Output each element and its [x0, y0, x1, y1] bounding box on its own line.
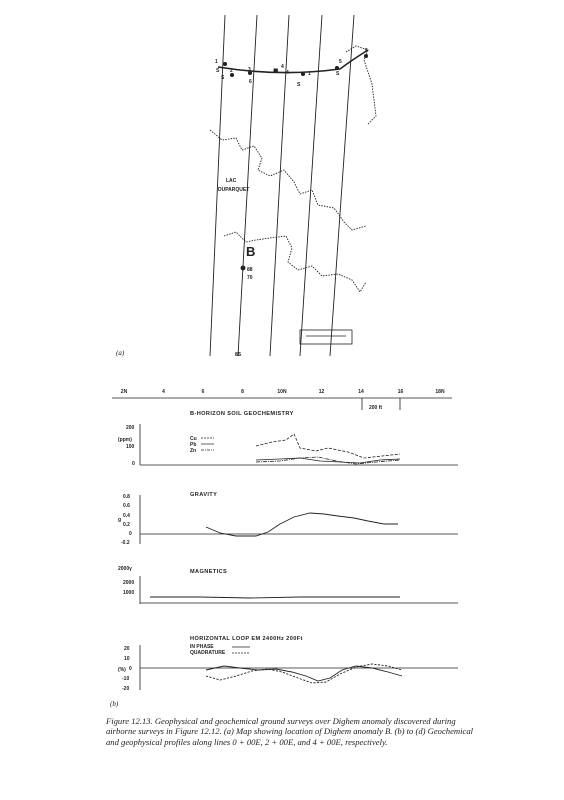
panel-label-b: (b): [110, 700, 119, 708]
panel-label-a: (a): [116, 349, 125, 357]
magnetics-tick: 2000: [123, 580, 135, 586]
map-tick-label: 4: [286, 70, 289, 76]
geochem-tick: 200: [126, 425, 135, 431]
survey-line: [270, 15, 289, 356]
top-axis-ticks: [121, 389, 445, 395]
lake-label: DUPARQUET: [218, 187, 250, 193]
magnetics-title: MAGNETICS: [190, 569, 228, 575]
map-tick-label: 1: [308, 71, 311, 77]
top-axis-tick-label: 4: [162, 389, 165, 395]
map-tick-label: S: [216, 68, 220, 74]
top-axis-tick-label: 18N: [435, 389, 445, 395]
geochem-legend: Pb: [190, 442, 197, 448]
geochem-legend: Zn: [190, 448, 197, 454]
map-panel: [210, 15, 376, 356]
survey-line: [210, 15, 225, 356]
top-axis-tick-label: 10N: [277, 389, 287, 395]
em-tick: -20: [122, 686, 130, 692]
top-axis-tick-label: 12: [318, 389, 325, 395]
top-axis-tick-label: 16: [397, 389, 404, 395]
map-tick-label: 3: [248, 67, 251, 73]
survey-line: [300, 15, 322, 356]
em-legend: QUADRATURE: [190, 650, 226, 656]
top-axis-tick-label: 8: [241, 389, 244, 395]
gravity-tick: 0.6: [123, 503, 130, 509]
em-tick: -10: [122, 676, 130, 682]
map-tick-label: 1: [215, 59, 218, 65]
gravity-title: GRAVITY: [190, 492, 218, 498]
top-axis-tick-label: 6: [201, 389, 205, 395]
map-labels: [116, 48, 368, 358]
map-tick-label: S: [336, 71, 340, 77]
map-bottom-label: 8S: [235, 352, 242, 358]
gravity-unit: g: [118, 517, 122, 523]
map-tick-label: 6: [249, 79, 252, 85]
anomaly-label: B: [246, 244, 256, 259]
magnetics-tick: 1000: [123, 590, 135, 596]
geochem-tick: 100: [126, 444, 135, 450]
em-legend: IN PHASE: [190, 644, 214, 650]
geochem-tick: 0: [132, 461, 135, 467]
em-unit: (%): [118, 667, 126, 673]
map-tick-label: 5: [365, 48, 368, 54]
gravity-tick: 0.8: [123, 494, 130, 500]
map-tick-label: S: [297, 82, 301, 88]
em-tick: 10: [124, 656, 130, 662]
em-tick: 20: [124, 646, 130, 652]
map-tick-label: S: [221, 75, 225, 81]
figure-caption: Figure 12.13. Geophysical and geochemical ground surveys over Dighem anomaly discovered during airborne surveys in Figure 12.12. (a) Map showing location of Dighem anomaly B. (b) to (d) Geochemical and geophysical profiles along lines 0 + 00E, 2 + 00E, and 4 + 00E, respectively.: [106, 716, 474, 747]
profiles-panel: [110, 389, 458, 708]
magnetics-unit: 2000γ: [118, 566, 132, 572]
em-tick: 0: [129, 666, 132, 672]
gravity-tick: -0.2: [121, 540, 130, 546]
map-tick-label: 4: [281, 64, 284, 70]
point-label: 88: [247, 267, 253, 273]
anomaly-point: [241, 266, 245, 270]
gravity-tick: 0: [129, 531, 132, 537]
base-line: [218, 50, 368, 73]
lake-shoreline: [346, 46, 376, 124]
lake-label: LAC: [226, 178, 237, 184]
lake-shoreline: [224, 232, 366, 292]
top-axis-tick-label: 14: [358, 389, 364, 395]
gravity-tick: 0.2: [123, 522, 130, 528]
geochem-unit: (ppm): [118, 437, 132, 443]
map-tick-label: 5: [339, 59, 342, 65]
scale-box: [300, 330, 352, 344]
em-title: HORIZONTAL LOOP EM 2400Hz 200Ft: [190, 636, 303, 642]
scale-bar-label: 200 ft: [369, 405, 383, 411]
survey-line: [330, 15, 354, 356]
map-tick-label: 2: [230, 68, 233, 74]
geochem-legend: Cu: [190, 436, 197, 442]
gravity-tick: 0.4: [123, 513, 130, 519]
geochem-title: B-HORIZON SOIL GEOCHEMISTRY: [190, 411, 294, 417]
point-label: 70: [247, 275, 253, 281]
top-axis-tick-label: 2N: [120, 389, 128, 395]
